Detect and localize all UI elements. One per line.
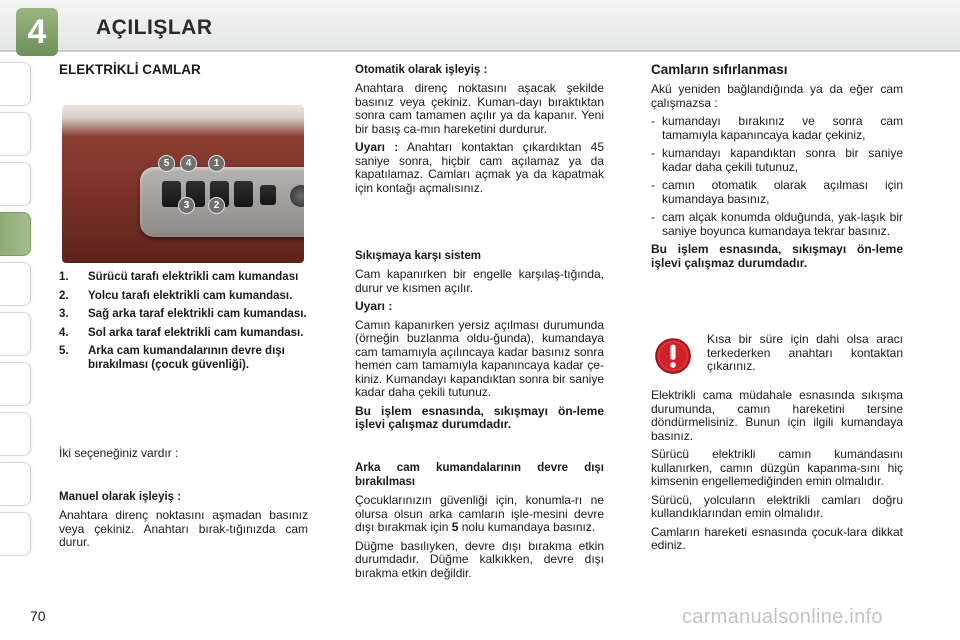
exclamation-circle-icon (654, 337, 692, 375)
page-number: 70 (30, 608, 46, 624)
list-item: 1. Sürücü tarafı elektrikli cam kumandası (59, 271, 299, 283)
list-item: 2. Yolcu tarafı elektrikli cam kumandası. (59, 289, 293, 302)
auto-warning: Uyarı : Anahtarı kontaktan çıkardıktan 45 saniye sonra, hiçbir cam açılamaz ya da kapatılamaz. Camları açmak ya da kapatmak için kontağı açmalısınız. (355, 140, 604, 195)
side-tab-9[interactable] (0, 462, 31, 506)
list-item: 4. Sol arka taraf elektrikli cam kumandası. (59, 326, 304, 339)
side-tab-8[interactable] (0, 412, 31, 456)
reset-step: - kumandayı kapandıktan sonra bir saniye kadar daha çekili tutunuz, (651, 147, 903, 174)
switch-driver (234, 181, 253, 207)
window-switch-photo (62, 105, 304, 263)
side-tab-3[interactable] (0, 162, 31, 206)
reset-title: Camların sıfırlanması (651, 62, 788, 77)
pinch-warning-text: Camın kapanırken yersiz açılması durumunda (örneğin buzlanma oldu-ğunda), kumandaya cam tamamıyla açılıncaya kadar basınız sonra hemen cam tamamıyla kapanıncaya kadar çe-kiniz. Kumandayı kapandıktan sonra bir saniye kadar daha çekili tutunuz. (355, 317, 604, 399)
safety-para-3: Sürücü, yolcuların elektrikli camları doğru kullandıklarından emin olmalıdır. (651, 492, 903, 520)
rear-text-2: Düğme basılıyken, devre dışı bırakma etkin durumdadır. Düğme kalkıkken, devre dışı bırakma etkin değildir. (355, 538, 604, 580)
list-item: 5. Arka cam kumandalarının devre dışı bırakılması (çocuk güvenliği). (59, 345, 285, 371)
side-tab-6[interactable] (0, 312, 31, 356)
auto-text: Anahtara direnç noktasını aşacak şekilde basınız veya çekiniz. Kuman-dayı bıraktıktan sonra cam tamamen açılır ya da kapanır. Yeni bir basış ca-mın hareketini durdurur. (355, 81, 604, 136)
side-tab-10[interactable] (0, 512, 31, 556)
side-tab-7[interactable] (0, 362, 31, 406)
pinch-title: Sıkışmaya karşı sistem (355, 250, 481, 262)
pinch-text: Cam kapanırken bir engelle karşılaş-tığında, durur ve kısmen açılır. (355, 267, 604, 295)
safety-para-2: Sürücü elektrikli camın kumandasını kullanırken, camın düzgün kapanma-sını hiç kimsenin engellemediğinden emin olmalıdır. (651, 447, 903, 488)
safety-section (651, 389, 903, 558)
manual-title: Manuel olarak işleyiş : (59, 491, 182, 503)
header-rule (0, 50, 960, 52)
pinch-section (355, 249, 604, 437)
pinch-warning-label: Uyarı : (355, 299, 393, 313)
chapter-title: AÇILIŞLAR (96, 16, 213, 39)
chapter-number: 4 (16, 8, 58, 56)
side-tab-2[interactable] (0, 112, 31, 156)
control-list (59, 271, 309, 377)
section-title: ELEKTRİKLİ CAMLAR (59, 62, 201, 77)
reset-bold-note: Bu işlem esnasında, sıkışmayı ön-leme işlevi çalışmaz durumdadır. (651, 242, 903, 270)
options-intro: İki seçeneğiniz vardır : (59, 446, 179, 460)
reset-step: - cam alçak konumda olduğunda, yak-laşık bir saniye boyunca kumandaya tekrar basınız. (651, 211, 903, 238)
rear-lock-section (355, 461, 604, 585)
safety-para-1: Elektrikli cama müdahale esnasında sıkışma durumunda, camın hareketini tersine döndürmelisiniz. Bunun için ilgili kumandaya basınız. (651, 388, 903, 443)
side-tab-5[interactable] (0, 262, 31, 306)
reset-step: - kumandayı bırakınız ve sonra cam tamamıyla kapanıncaya kadar çekiniz, (651, 115, 903, 142)
callout-1: 1 (208, 155, 225, 172)
callout-4: 4 (180, 155, 197, 172)
mirror-knob (290, 185, 304, 207)
reset-section (651, 83, 903, 275)
side-tab-4-active[interactable] (0, 212, 31, 256)
watermark: carmanualsonline.info (682, 606, 883, 628)
safety-para-4: Camların hareketi esnasında çocuk-lara dikkat ediniz. (651, 524, 903, 552)
manual-text: Anahtara direnç noktasını aşmadan basınız veya çekiniz. Anahtarı bırak-tığınızda cam durur. (59, 508, 308, 549)
reset-step: - camın otomatik olarak açılması için kumandaya basınız, (651, 179, 903, 206)
rear-title: Arka cam kumandalarının devre dışı bırakılması (355, 462, 604, 488)
auto-title: Otomatik olarak işleyiş : (355, 64, 488, 76)
callout-3: 3 (178, 197, 195, 214)
switch-child-lock (260, 185, 276, 205)
auto-section (355, 63, 604, 200)
reset-intro: Akü yeniden bağlandığında ya da eğer cam çalışmazsa : (651, 82, 903, 110)
rear-text: Çocuklarınızın güvenliği için, konumla-rı ne olursa olsun arka camların işle-mesini devre dışı bırakmak için 5 nolu kumandaya basınız. (355, 493, 604, 534)
callout-5: 5 (158, 155, 175, 172)
warning-note: Kısa bir süre için dahi olsa aracı terkederken anahtarı kontaktan çıkarınız. (707, 332, 903, 373)
list-item: 3. Sağ arka taraf elektrikli cam kumandası. (59, 308, 307, 320)
callout-2: 2 (208, 197, 225, 214)
pinch-bold-note: Bu işlem esnasında, sıkışmayı ön-leme işlevi çalışmaz durumdadır. (355, 403, 604, 431)
side-tab-1[interactable] (0, 62, 31, 106)
